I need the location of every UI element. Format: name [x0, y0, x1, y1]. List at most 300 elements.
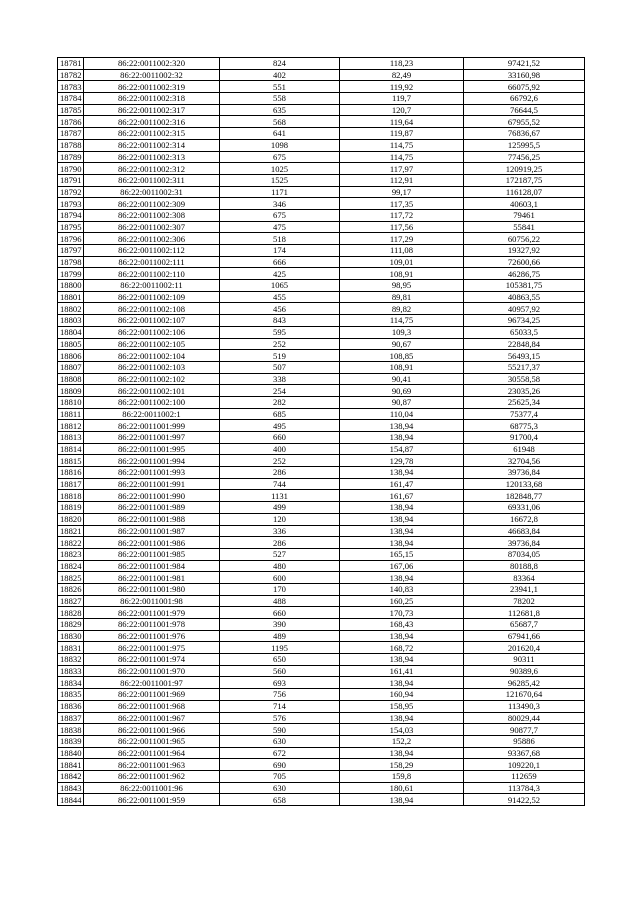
- table-row: [58, 69, 585, 81]
- area-cell: 600: [220, 572, 340, 584]
- area-cell: 402: [220, 69, 340, 81]
- value-cell: 113490,3: [464, 700, 585, 712]
- value-cell: 112681,8: [464, 607, 585, 619]
- value-cell: 90311: [464, 654, 585, 666]
- area-cell: 551: [220, 81, 340, 93]
- row-number-cell: 18786: [58, 116, 84, 128]
- value-cell: 23941,1: [464, 583, 585, 595]
- rate-cell: 160,94: [340, 689, 464, 701]
- value-cell: 90877,7: [464, 724, 585, 736]
- value-cell: 72600,66: [464, 256, 585, 268]
- value-cell: 109220,1: [464, 759, 585, 771]
- area-cell: 666: [220, 256, 340, 268]
- rate-cell: 108,85: [340, 350, 464, 362]
- table-row: [58, 221, 585, 233]
- value-cell: 120133,68: [464, 478, 585, 490]
- cadastral-number-cell: 86:22:0011001:970: [84, 665, 220, 677]
- value-cell: 172187,75: [464, 174, 585, 186]
- cadastral-number-cell: 86:22:0011002:107: [84, 315, 220, 327]
- row-number-cell: 18842: [58, 770, 84, 782]
- rate-cell: 158,95: [340, 700, 464, 712]
- value-cell: 66075,92: [464, 81, 585, 93]
- row-number-cell: 18823: [58, 548, 84, 560]
- rate-cell: 90,87: [340, 396, 464, 408]
- rate-cell: 138,94: [340, 502, 464, 514]
- value-cell: 65687,7: [464, 619, 585, 631]
- table-row: [58, 642, 585, 654]
- area-cell: 400: [220, 443, 340, 455]
- value-cell: 112659: [464, 770, 585, 782]
- rate-cell: 180,61: [340, 782, 464, 794]
- area-cell: 595: [220, 326, 340, 338]
- area-cell: 286: [220, 537, 340, 549]
- value-cell: 91700,4: [464, 432, 585, 444]
- row-number-cell: 18803: [58, 315, 84, 327]
- row-number-cell: 18844: [58, 794, 84, 806]
- table-row: [58, 174, 585, 186]
- cadastral-number-cell: 86:22:0011002:109: [84, 291, 220, 303]
- area-cell: 174: [220, 245, 340, 257]
- row-number-cell: 18782: [58, 69, 84, 81]
- value-cell: 121670,64: [464, 689, 585, 701]
- row-number-cell: 18799: [58, 268, 84, 280]
- value-cell: 93367,68: [464, 747, 585, 759]
- area-cell: 252: [220, 338, 340, 350]
- rate-cell: 161,41: [340, 665, 464, 677]
- cadastral-number-cell: 86:22:0011001:988: [84, 513, 220, 525]
- area-cell: 705: [220, 770, 340, 782]
- rate-cell: 138,94: [340, 513, 464, 525]
- value-cell: 96734,25: [464, 315, 585, 327]
- row-number-cell: 18824: [58, 560, 84, 572]
- cadastral-number-cell: 86:22:0011002:102: [84, 373, 220, 385]
- row-number-cell: 18813: [58, 432, 84, 444]
- area-cell: 252: [220, 455, 340, 467]
- table-row: [58, 572, 585, 584]
- cadastral-number-cell: 86:22:0011002:313: [84, 151, 220, 163]
- table-row: [58, 689, 585, 701]
- rate-cell: 138,94: [340, 525, 464, 537]
- row-number-cell: 18795: [58, 221, 84, 233]
- area-cell: 658: [220, 794, 340, 806]
- value-cell: 120919,25: [464, 163, 585, 175]
- table-row: [58, 513, 585, 525]
- row-number-cell: 18816: [58, 467, 84, 479]
- table-row: [58, 233, 585, 245]
- area-cell: 480: [220, 560, 340, 572]
- row-number-cell: 18805: [58, 338, 84, 350]
- row-number-cell: 18832: [58, 654, 84, 666]
- value-cell: 19327,92: [464, 245, 585, 257]
- rate-cell: 165,15: [340, 548, 464, 560]
- rate-cell: 129,78: [340, 455, 464, 467]
- cadastral-number-cell: 86:22:0011001:980: [84, 583, 220, 595]
- table-row: [58, 443, 585, 455]
- value-cell: 69331,06: [464, 502, 585, 514]
- table-row: [58, 770, 585, 782]
- row-number-cell: 18792: [58, 186, 84, 198]
- row-number-cell: 18800: [58, 280, 84, 292]
- area-cell: 507: [220, 361, 340, 373]
- table-row: [58, 794, 585, 806]
- cadastral-number-cell: 86:22:0011001:966: [84, 724, 220, 736]
- cadastral-number-cell: 86:22:0011002:308: [84, 209, 220, 221]
- rate-cell: 152,2: [340, 735, 464, 747]
- rate-cell: 168,72: [340, 642, 464, 654]
- table-row: [58, 560, 585, 572]
- area-cell: 1525: [220, 174, 340, 186]
- table-row: [58, 245, 585, 257]
- value-cell: 22848,84: [464, 338, 585, 350]
- value-cell: 77456,25: [464, 151, 585, 163]
- rate-cell: 90,69: [340, 385, 464, 397]
- area-cell: 576: [220, 712, 340, 724]
- cadastral-number-cell: 86:22:0011001:987: [84, 525, 220, 537]
- table-body: [58, 58, 585, 806]
- row-number-cell: 18836: [58, 700, 84, 712]
- cadastral-number-cell: 86:22:0011002:108: [84, 303, 220, 315]
- rate-cell: 154,03: [340, 724, 464, 736]
- cadastral-number-cell: 86:22:0011001:97: [84, 677, 220, 689]
- cadastral-number-cell: 86:22:0011001:979: [84, 607, 220, 619]
- area-cell: 1195: [220, 642, 340, 654]
- value-cell: 90389,6: [464, 665, 585, 677]
- cadastral-number-cell: 86:22:0011001:96: [84, 782, 220, 794]
- cadastral-number-cell: 86:22:0011002:110: [84, 268, 220, 280]
- cadastral-number-cell: 86:22:0011001:984: [84, 560, 220, 572]
- row-number-cell: 18797: [58, 245, 84, 257]
- value-cell: 16672,8: [464, 513, 585, 525]
- cadastral-number-cell: 86:22:0011002:306: [84, 233, 220, 245]
- rate-cell: 89,82: [340, 303, 464, 315]
- table-row: [58, 432, 585, 444]
- value-cell: 182848,77: [464, 490, 585, 502]
- value-cell: 33160,98: [464, 69, 585, 81]
- row-number-cell: 18841: [58, 759, 84, 771]
- row-number-cell: 18831: [58, 642, 84, 654]
- cadastral-number-cell: 86:22:0011002:315: [84, 128, 220, 140]
- value-cell: 95886: [464, 735, 585, 747]
- value-cell: 39736,84: [464, 537, 585, 549]
- area-cell: 282: [220, 396, 340, 408]
- table-row: [58, 537, 585, 549]
- cadastral-number-cell: 86:22:0011001:989: [84, 502, 220, 514]
- row-number-cell: 18829: [58, 619, 84, 631]
- rate-cell: 117,29: [340, 233, 464, 245]
- area-cell: 488: [220, 595, 340, 607]
- row-number-cell: 18814: [58, 443, 84, 455]
- rate-cell: 161,67: [340, 490, 464, 502]
- table-row: [58, 385, 585, 397]
- table-row: [58, 677, 585, 689]
- table-row: [58, 268, 585, 280]
- row-number-cell: 18790: [58, 163, 84, 175]
- rate-cell: 109,01: [340, 256, 464, 268]
- table-row: [58, 619, 585, 631]
- row-number-cell: 18834: [58, 677, 84, 689]
- rate-cell: 117,72: [340, 209, 464, 221]
- row-number-cell: 18809: [58, 385, 84, 397]
- row-number-cell: 18818: [58, 490, 84, 502]
- table-row: [58, 782, 585, 794]
- row-number-cell: 18810: [58, 396, 84, 408]
- rate-cell: 140,83: [340, 583, 464, 595]
- cadastral-number-cell: 86:22:0011001:985: [84, 548, 220, 560]
- table-row: [58, 338, 585, 350]
- table-row: [58, 665, 585, 677]
- rate-cell: 138,94: [340, 432, 464, 444]
- cadastral-number-cell: 86:22:0011001:969: [84, 689, 220, 701]
- table-row: [58, 280, 585, 292]
- area-cell: 1065: [220, 280, 340, 292]
- area-cell: 518: [220, 233, 340, 245]
- area-cell: 660: [220, 432, 340, 444]
- value-cell: 30558,58: [464, 373, 585, 385]
- data-table: [57, 57, 585, 806]
- table-row: [58, 595, 585, 607]
- row-number-cell: 18785: [58, 104, 84, 116]
- row-number-cell: 18840: [58, 747, 84, 759]
- cadastral-number-cell: 86:22:0011002:320: [84, 58, 220, 70]
- rate-cell: 138,94: [340, 572, 464, 584]
- row-number-cell: 18843: [58, 782, 84, 794]
- cadastral-number-cell: 86:22:0011002:112: [84, 245, 220, 257]
- table-row: [58, 396, 585, 408]
- value-cell: 105381,75: [464, 280, 585, 292]
- area-cell: 336: [220, 525, 340, 537]
- value-cell: 76836,67: [464, 128, 585, 140]
- area-cell: 346: [220, 198, 340, 210]
- cadastral-number-cell: 86:22:0011002:103: [84, 361, 220, 373]
- table-row: [58, 326, 585, 338]
- table-row: [58, 490, 585, 502]
- area-cell: 630: [220, 735, 340, 747]
- value-cell: 55217,37: [464, 361, 585, 373]
- table-row: [58, 256, 585, 268]
- table-row: [58, 81, 585, 93]
- cadastral-number-cell: 86:22:0011002:32: [84, 69, 220, 81]
- area-cell: 519: [220, 350, 340, 362]
- row-number-cell: 18826: [58, 583, 84, 595]
- cadastral-number-cell: 86:22:0011001:976: [84, 630, 220, 642]
- table-row: [58, 502, 585, 514]
- cadastral-number-cell: 86:22:0011001:997: [84, 432, 220, 444]
- cadastral-number-cell: 86:22:0011001:959: [84, 794, 220, 806]
- row-number-cell: 18804: [58, 326, 84, 338]
- cadastral-number-cell: 86:22:0011002:311: [84, 174, 220, 186]
- cadastral-number-cell: 86:22:0011001:968: [84, 700, 220, 712]
- table-row: [58, 116, 585, 128]
- value-cell: 25625,34: [464, 396, 585, 408]
- row-number-cell: 18806: [58, 350, 84, 362]
- cadastral-number-cell: 86:22:0011001:967: [84, 712, 220, 724]
- row-number-cell: 18817: [58, 478, 84, 490]
- row-number-cell: 18798: [58, 256, 84, 268]
- rate-cell: 108,91: [340, 268, 464, 280]
- table-row: [58, 139, 585, 151]
- rate-cell: 114,75: [340, 139, 464, 151]
- value-cell: 23035,26: [464, 385, 585, 397]
- value-cell: 79461: [464, 209, 585, 221]
- area-cell: 560: [220, 665, 340, 677]
- table-row: [58, 583, 585, 595]
- area-cell: 338: [220, 373, 340, 385]
- rate-cell: 138,94: [340, 467, 464, 479]
- table-row: [58, 654, 585, 666]
- table-row: [58, 303, 585, 315]
- row-number-cell: 18807: [58, 361, 84, 373]
- table-row: [58, 478, 585, 490]
- rate-cell: 138,94: [340, 712, 464, 724]
- rate-cell: 111,08: [340, 245, 464, 257]
- cadastral-number-cell: 86:22:0011002:105: [84, 338, 220, 350]
- cadastral-number-cell: 86:22:0011002:318: [84, 93, 220, 105]
- row-number-cell: 18819: [58, 502, 84, 514]
- rate-cell: 109,3: [340, 326, 464, 338]
- rate-cell: 138,94: [340, 794, 464, 806]
- value-cell: 32704,56: [464, 455, 585, 467]
- rate-cell: 119,7: [340, 93, 464, 105]
- area-cell: 499: [220, 502, 340, 514]
- value-cell: 75377,4: [464, 408, 585, 420]
- table-row: [58, 724, 585, 736]
- area-cell: 286: [220, 467, 340, 479]
- area-cell: 590: [220, 724, 340, 736]
- row-number-cell: 18830: [58, 630, 84, 642]
- area-cell: 170: [220, 583, 340, 595]
- value-cell: 125995,5: [464, 139, 585, 151]
- rate-cell: 90,41: [340, 373, 464, 385]
- value-cell: 87034,05: [464, 548, 585, 560]
- row-number-cell: 18828: [58, 607, 84, 619]
- rate-cell: 160,25: [340, 595, 464, 607]
- row-number-cell: 18793: [58, 198, 84, 210]
- area-cell: 425: [220, 268, 340, 280]
- cadastral-number-cell: 86:22:0011001:975: [84, 642, 220, 654]
- row-number-cell: 18839: [58, 735, 84, 747]
- rate-cell: 108,91: [340, 361, 464, 373]
- table-row: [58, 759, 585, 771]
- rate-cell: 117,35: [340, 198, 464, 210]
- value-cell: 61948: [464, 443, 585, 455]
- area-cell: 527: [220, 548, 340, 560]
- area-cell: 495: [220, 420, 340, 432]
- rate-cell: 110,04: [340, 408, 464, 420]
- value-cell: 96285,42: [464, 677, 585, 689]
- row-number-cell: 18802: [58, 303, 84, 315]
- table-row: [58, 467, 585, 479]
- row-number-cell: 18833: [58, 665, 84, 677]
- cadastral-number-cell: 86:22:0011002:314: [84, 139, 220, 151]
- value-cell: 46286,75: [464, 268, 585, 280]
- rate-cell: 119,87: [340, 128, 464, 140]
- rate-cell: 89,81: [340, 291, 464, 303]
- table-row: [58, 58, 585, 70]
- area-cell: 455: [220, 291, 340, 303]
- row-number-cell: 18827: [58, 595, 84, 607]
- cadastral-number-cell: 86:22:0011001:974: [84, 654, 220, 666]
- area-cell: 685: [220, 408, 340, 420]
- value-cell: 39736,84: [464, 467, 585, 479]
- value-cell: 67941,66: [464, 630, 585, 642]
- cadastral-number-cell: 86:22:0011001:994: [84, 455, 220, 467]
- rate-cell: 138,94: [340, 630, 464, 642]
- value-cell: 55841: [464, 221, 585, 233]
- row-number-cell: 18787: [58, 128, 84, 140]
- cadastral-number-cell: 86:22:0011002:100: [84, 396, 220, 408]
- row-number-cell: 18796: [58, 233, 84, 245]
- value-cell: 46683,84: [464, 525, 585, 537]
- table-row: [58, 408, 585, 420]
- rate-cell: 90,67: [340, 338, 464, 350]
- rate-cell: 138,94: [340, 537, 464, 549]
- table-row: [58, 700, 585, 712]
- cadastral-number-cell: 86:22:0011002:307: [84, 221, 220, 233]
- rate-cell: 119,92: [340, 81, 464, 93]
- value-cell: 76644,5: [464, 104, 585, 116]
- area-cell: 641: [220, 128, 340, 140]
- rate-cell: 161,47: [340, 478, 464, 490]
- table-row: [58, 712, 585, 724]
- table-row: [58, 315, 585, 327]
- area-cell: 1025: [220, 163, 340, 175]
- cadastral-number-cell: 86:22:0011001:991: [84, 478, 220, 490]
- table-row: [58, 361, 585, 373]
- row-number-cell: 18788: [58, 139, 84, 151]
- value-cell: 66792,6: [464, 93, 585, 105]
- table-row: [58, 186, 585, 198]
- table-row: [58, 607, 585, 619]
- row-number-cell: 18822: [58, 537, 84, 549]
- rate-cell: 117,56: [340, 221, 464, 233]
- rate-cell: 120,7: [340, 104, 464, 116]
- table-row: [58, 747, 585, 759]
- value-cell: 97421,52: [464, 58, 585, 70]
- area-cell: 489: [220, 630, 340, 642]
- rate-cell: 158,29: [340, 759, 464, 771]
- value-cell: 40863,55: [464, 291, 585, 303]
- cadastral-number-cell: 86:22:0011002:317: [84, 104, 220, 116]
- area-cell: 690: [220, 759, 340, 771]
- row-number-cell: 18801: [58, 291, 84, 303]
- row-number-cell: 18820: [58, 513, 84, 525]
- rate-cell: 154,87: [340, 443, 464, 455]
- area-cell: 1171: [220, 186, 340, 198]
- cadastral-number-cell: 86:22:0011002:101: [84, 385, 220, 397]
- row-number-cell: 18835: [58, 689, 84, 701]
- cadastral-number-cell: 86:22:0011002:309: [84, 198, 220, 210]
- area-cell: 568: [220, 116, 340, 128]
- value-cell: 201620,4: [464, 642, 585, 654]
- table-row: [58, 198, 585, 210]
- value-cell: 91422,52: [464, 794, 585, 806]
- rate-cell: 118,23: [340, 58, 464, 70]
- cadastral-number-cell: 86:22:0011001:963: [84, 759, 220, 771]
- value-cell: 78202: [464, 595, 585, 607]
- table-row: [58, 420, 585, 432]
- area-cell: 630: [220, 782, 340, 794]
- cadastral-number-cell: 86:22:0011002:11: [84, 280, 220, 292]
- table-row: [58, 350, 585, 362]
- area-cell: 660: [220, 607, 340, 619]
- table-row: [58, 525, 585, 537]
- table-row: [58, 163, 585, 175]
- area-cell: 558: [220, 93, 340, 105]
- rate-cell: 112,91: [340, 174, 464, 186]
- area-cell: 672: [220, 747, 340, 759]
- cadastral-number-cell: 86:22:0011002:31: [84, 186, 220, 198]
- row-number-cell: 18837: [58, 712, 84, 724]
